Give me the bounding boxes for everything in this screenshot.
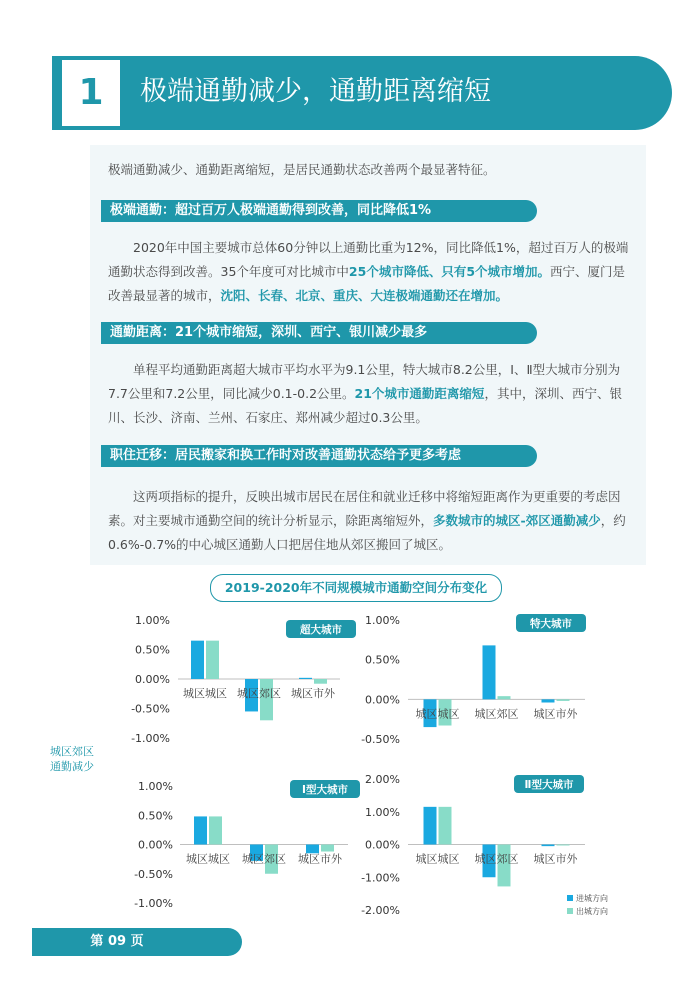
y-tick-label: 0.50%	[135, 643, 170, 657]
x-tick-label: 城区城区	[186, 852, 230, 866]
y-tick-label: 0.50%	[365, 653, 400, 667]
chart-title: 特大城市	[530, 618, 572, 630]
y-tick-label: 1.00%	[135, 614, 170, 627]
x-tick-label: 城区城区	[415, 707, 460, 721]
bar-inbound	[299, 678, 312, 679]
bar-inbound	[542, 845, 555, 847]
y-tick-label: 2.00%	[365, 773, 400, 786]
y-tick-label: -1.00%	[131, 732, 170, 745]
paragraph-text: 2020年中国主要城市总体60分钟以上通勤比重为12%，同比降低1%，超过百万人的极端通勤状态得到改善。35个年度可对比城市中	[108, 240, 629, 279]
chart-title: Ⅰ型大城市	[302, 784, 348, 796]
bar-outbound	[209, 816, 222, 844]
legend-swatch	[567, 908, 573, 914]
legend-swatch	[567, 895, 573, 901]
bar-inbound	[191, 641, 204, 679]
y-tick-label: 0.00%	[365, 693, 400, 707]
bar-outbound	[557, 699, 570, 701]
bar-outbound	[321, 845, 334, 852]
x-tick-label: 城区市外	[533, 707, 578, 721]
page-number: 第 09 页	[90, 934, 144, 949]
heading-commute-distance: 通勤距离：21个城市缩短，深圳、西宁、银川减少最多	[101, 322, 537, 344]
x-tick-label: 城区城区	[183, 687, 227, 700]
x-tick-label: 城区郊区	[474, 707, 519, 721]
bar-inbound	[194, 816, 207, 844]
y-tick-label: -0.50%	[134, 867, 173, 881]
x-tick-label: 城区郊区	[474, 852, 519, 866]
intro-text: 极端通勤减少、通勤距离缩短，是居民通勤状态改善两个最显著特征。	[108, 162, 496, 177]
bar-outbound	[314, 679, 327, 684]
x-tick-label: 城区市外	[291, 687, 335, 700]
bar-inbound	[424, 807, 437, 845]
x-tick-label: 城区市外	[298, 852, 342, 866]
highlight-text: 21个城市通勤距离缩短	[354, 386, 485, 401]
bar-inbound	[542, 699, 555, 702]
bar-outbound	[206, 641, 219, 679]
paragraph-text: ，其中，深圳、西宁、银川、长沙、济南、兰州、石家庄、郑州减少超过0.3公里。	[108, 386, 622, 425]
y-tick-label: -0.50%	[361, 733, 400, 746]
y-tick-label: 1.00%	[138, 780, 173, 793]
x-tick-label: 城区郊区	[237, 687, 281, 700]
paragraph-text: 这两项指标的提升，反映出城市居民在居住和就业迁移中将缩短距离作为更重要的考虑因素。对主要城市通勤空间的统计分析显示，除距离缩短外，	[108, 489, 621, 528]
y-tick-label: 1.00%	[365, 805, 400, 819]
chart-section-title: 2019-2020年不同规模城市通勤空间分布变化	[210, 574, 502, 602]
x-tick-label: 城区城区	[415, 852, 460, 866]
legend-label: 进城方向	[576, 894, 608, 903]
y-tick-label: 0.00%	[365, 838, 400, 852]
highlight-text: 25个城市降低、只有5个城市增加。	[348, 264, 551, 279]
highlight-text: 多数城市的城区-郊区通勤减少	[433, 513, 601, 528]
y-tick-label: 0.50%	[138, 809, 173, 823]
section-number: 1	[78, 72, 104, 113]
paragraph-text: ，约0.6%-0.7%的中心城区通勤人口把居住地从郊区搬回了城区。	[108, 513, 626, 552]
highlight-text: 沈阳、长春、北京、重庆、大连极端通勤还在增加。	[220, 288, 509, 303]
y-tick-label: 0.00%	[138, 838, 173, 852]
y-tick-label: -0.50%	[131, 702, 170, 716]
section-title: 极端通勤减少，通勤距离缩短	[140, 76, 491, 107]
y-tick-label: -1.00%	[361, 871, 400, 885]
paragraph-text: 西宁、厦门是改善最显著的城市，	[108, 264, 626, 303]
paragraph-text: 单程平均通勤距离超大城市平均水平为9.1公里，特大城市8.2公里，Ⅰ、Ⅱ型大城市分别为7.7公里和7.2公里，同比减少0.1-0.2公里。	[108, 362, 621, 401]
x-tick-label: 城区郊区	[242, 852, 286, 866]
y-tick-label: -1.00%	[134, 897, 173, 910]
y-tick-label: -2.00%	[361, 904, 400, 917]
y-tick-label: 1.00%	[365, 614, 400, 627]
bar-outbound	[498, 696, 511, 699]
bar-outbound	[557, 845, 570, 846]
heading-extreme-commute: 极端通勤：超过百万人极端通勤得到改善，同比降低1%	[101, 200, 537, 222]
bar-outbound	[439, 807, 452, 845]
legend-label: 出城方向	[576, 907, 608, 916]
chart-title: 超大城市	[300, 624, 342, 636]
side-annotation: 城区郊区 通勤减少	[50, 745, 94, 773]
y-tick-label: 0.00%	[135, 673, 170, 686]
x-tick-label: 城区市外	[533, 852, 578, 866]
bar-inbound	[483, 645, 496, 699]
chart-title: Ⅱ型大城市	[524, 779, 574, 791]
heading-job-housing: 职住迁移：居民搬家和换工作时对改善通勤状态给予更多考虑	[101, 445, 537, 467]
